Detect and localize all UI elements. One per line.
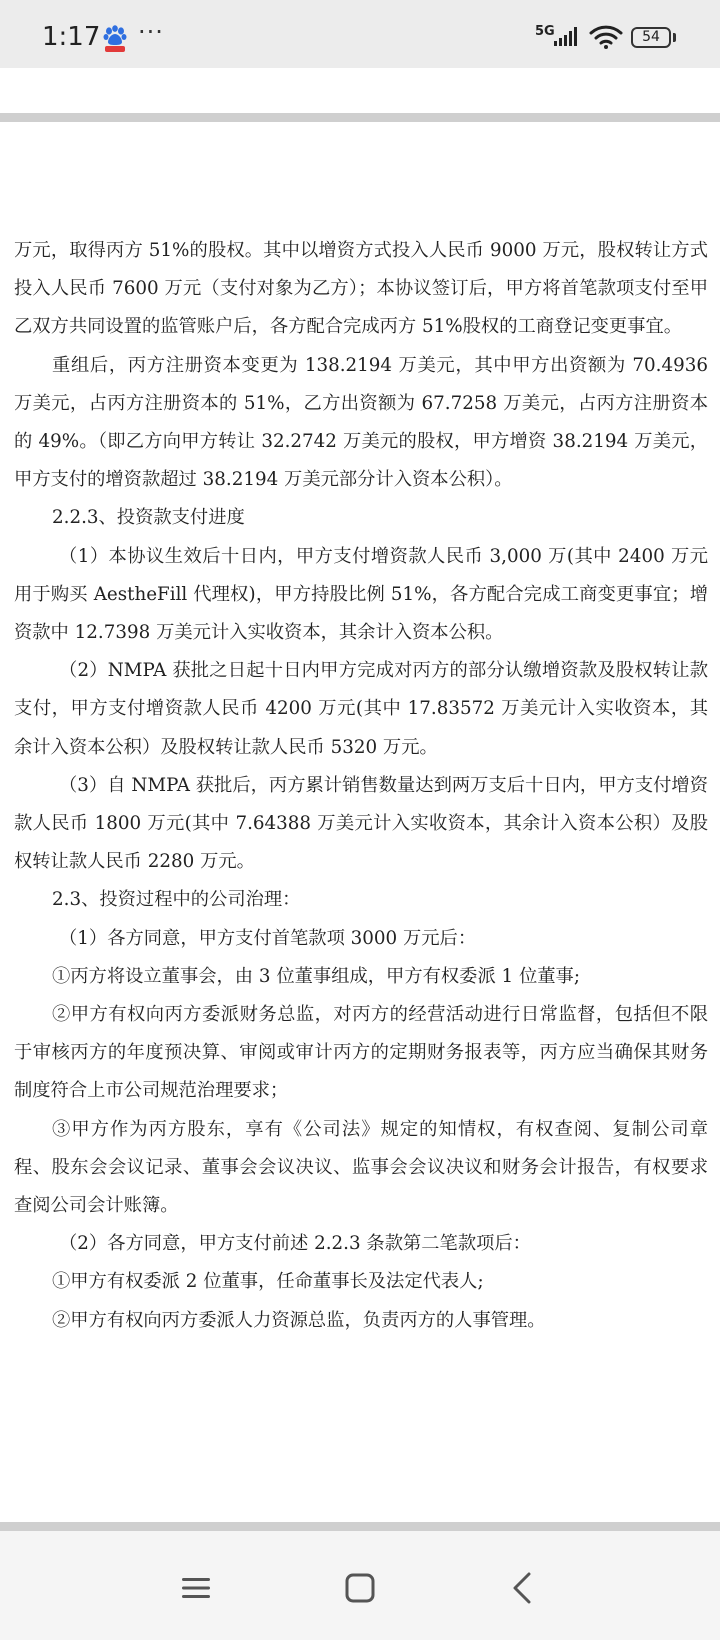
menu-icon [181, 1576, 211, 1600]
doc-paragraph: 万元，取得丙方 51%的股权。其中以增资方式投入人民币 9000 万元，股权转让方式投入人民币 7600 万元（支付对象为乙方）；本协议签订后，甲方将首笔款项支付至甲乙双方共同设置的监管账户后，各方配合完成丙方 51%股权的工商登记变更事宜。 [14, 240, 708, 338]
doc-paragraph: （2）各方同意，甲方支付前述 2.2.3 条款第二笔款项后： [59, 1233, 531, 1255]
home-button[interactable] [336, 1564, 384, 1612]
back-chevron-icon [511, 1572, 533, 1604]
doc-paragraph: ①丙方将设立董事会，由 3 位董事组成，甲方有权委派 1 位董事; [52, 965, 580, 987]
network-type: 5G [535, 24, 555, 39]
doc-paragraph: ①甲方有权委派 2 位董事，任命董事长及法定代表人; [52, 1271, 484, 1293]
wifi-icon [589, 25, 623, 49]
signal-strength-icon [554, 27, 578, 47]
back-button[interactable] [498, 1564, 546, 1612]
home-square-icon [345, 1573, 375, 1603]
menu-button[interactable] [172, 1564, 220, 1612]
doc-heading: 2.2.3、投资款支付进度 [52, 507, 245, 529]
doc-paragraph: ②甲方有权向丙方委派财务总监，对丙方的经营活动进行日常监督，包括但不限于审核丙方的年度预决算、审阅或审计丙方的定期财务报表等，丙方应当确保其财务制度符合上市公司规范治理要求； [14, 1004, 708, 1102]
doc-paragraph: （1）本协议生效后十日内，甲方支付增资款人民币 3,000 万(其中 2400 万元用于购买 AestheFill 代理权)，甲方持股比例 51%，各方配合完成工商变更事宜；增资款中 12.7398 万美元计入实收资本，其余计入资本公积。 [14, 545, 708, 644]
battery-icon [631, 27, 671, 48]
status-more-dots: ··· [138, 18, 164, 46]
status-time: 1:17 [42, 22, 101, 52]
doc-paragraph: ②甲方有权向丙方委派人力资源总监，负责丙方的人事管理。 [52, 1309, 546, 1331]
battery-tip [673, 33, 676, 42]
doc-heading: 2.3、投资过程中的公司治理： [52, 889, 301, 911]
doc-paragraph: （2）NMPA 获批之日起十日内甲方完成对丙方的部分认缴增资款及股权转让款支付，甲方支付增资款人民币 4200 万元(其中 17.83572 万美元计入实收资本，其余计入资本公积）及股权转让款人民币 5320 万元。 [14, 660, 708, 758]
baidu-paw-icon [102, 25, 128, 53]
navigation-bar [0, 1531, 720, 1640]
status-bar [0, 0, 720, 68]
doc-paragraph: （1）各方同意，甲方支付首笔款项 3000 万元后： [59, 927, 477, 949]
page-divider-top [0, 113, 720, 122]
battery-level: 54 [642, 29, 660, 45]
page-divider-bottom [0, 1522, 720, 1531]
document-page [14, 232, 708, 1340]
doc-paragraph: ③甲方作为丙方股东，享有《公司法》规定的知情权，有权查阅、复制公司章程、股东会会议记录、董事会会议决议、监事会会议决议和财务会计报告，有权要求查阅公司会计账簿。 [14, 1118, 708, 1217]
doc-paragraph: 重组后，丙方注册资本变更为 138.2194 万美元，其中甲方出资额为 70.4936 万美元，占丙方注册资本的 51%，乙方出资额为 67.7258 万美元，占丙方注册资本的 49%。（即乙方向甲方转让 32.2742 万美元的股权，甲方增资 38.2194 万美元，甲方支付的增资款超过 38.2194 万美元部分计入资本公积）。 [14, 354, 708, 491]
doc-paragraph: （3）自 NMPA 获批后，丙方累计销售数量达到两万支后十日内，甲方支付增资款人民币 1800 万元(其中 7.64388 万美元计入实收资本，其余计入资本公积）及股权转让款人民币 2280 万元。 [14, 774, 708, 873]
